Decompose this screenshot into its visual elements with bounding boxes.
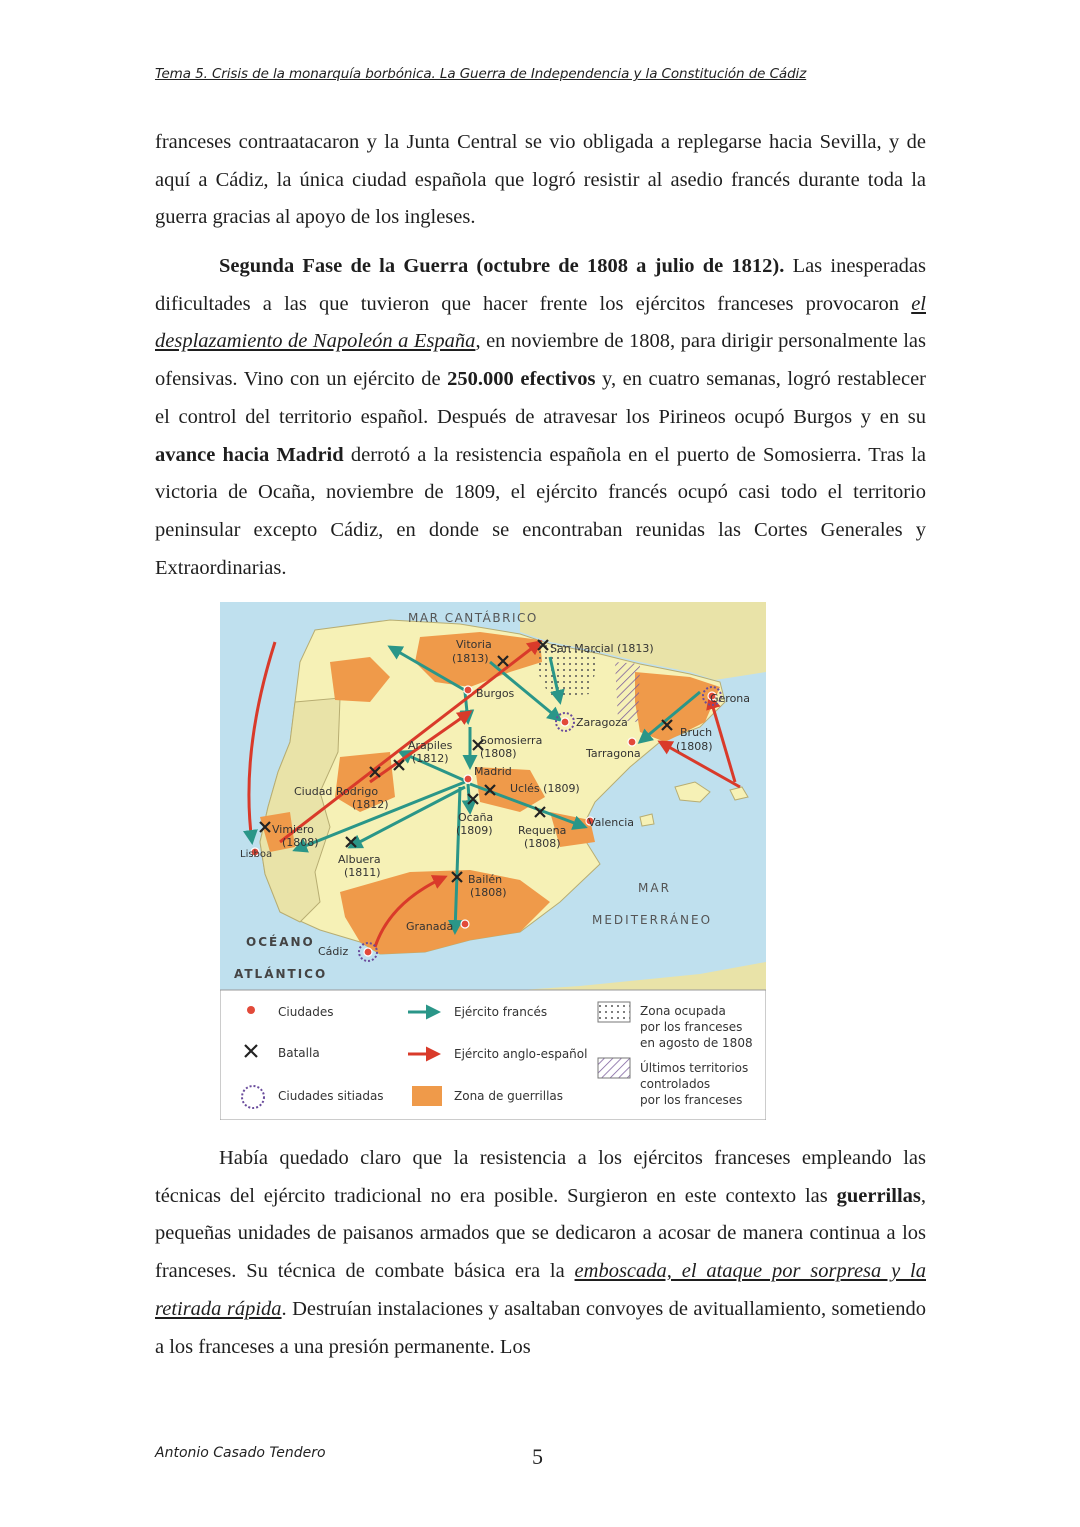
paragraph-1: franceses contraatacaron y la Junta Central se vio obligada a replegarse hacia Sevilla, y de aquí a Cádiz, la única ciudad española que logró resistir al asedio francés durante toda la guerra gracias al apoyo de los ingleses. [155,131,926,229]
label-ocana-year: (1809) [456,824,493,837]
label-vitoria-year: (1813) [452,652,489,665]
map-legend [220,990,766,1120]
legend-besieged: Ciudades sitiadas [278,1089,384,1103]
legend-last-1: Últimos territorios [640,1061,749,1075]
paragraph-guerrillas: Había quedado claro que la resistencia a los ejércitos franceses empleando las técnicas del ejército tradicional no era posible. Surgieron en este contexto las guerrillas, pequeñas unidades de paisanos armados que se dedicaron a acosar de manera continua a los franceses. Su técnica de combate básica era la emboscada, el ataque por sorpresa y la retirada rápida. Destruían instalaciones y asaltaban convoyes de avituallamiento, sometiendo a los franceses a una presión permanente. Los [155,1147,926,1358]
legend-last-territories-icon [598,1058,630,1078]
label-mar-cantabrico: MAR CANTÁBRICO [408,611,538,625]
label-albuera: Albuera [338,853,381,866]
bold-avance: avance hacia Madrid [155,443,344,466]
label-arapiles-year: (1812) [412,752,449,765]
label-arapiles: Arapiles [408,739,453,752]
paragraph-continuation [155,124,926,237]
label-bruch-year: (1808) [676,740,713,753]
label-granada: Granada [406,920,454,933]
underlined-tactics: emboscada, el ataque por sorpresa y la retirada rápida [155,1260,926,1320]
label-ucles: Uclés (1809) [510,782,580,795]
war-map-figure [220,602,766,1120]
legend-guerrilla-icon [412,1086,442,1106]
label-mar: MAR [638,881,671,895]
paragraph-second-phase: Segunda Fase de la Guerra (octubre de 1808 a julio de 1812). Las inesperadas dificultades a las que tuvieron que hacer frente los ejércitos franceses provocaron el desplazamiento de Napoleón a España, en noviembre de 1808, para dirigir personalmente las ofensivas. Vino con un ejército de 250.000 efectivos y, en cuatro semanas, logró restablecer el control del territorio español. Después de atravesar los Pirineos ocupó Burgos y en su avance hacia Madrid derrotó a la resistencia española en el puerto de Somosierra. Tras la victoria de Ocaña, noviembre de 1809, el ejército francés ocupó casi todo el territorio peninsular excepto Cádiz, en donde se encontraban reunidas las Cortes Generales y Extraordinarias. [155,255,927,579]
label-tarragona: Tarragona [586,747,641,760]
label-cadiz: Cádiz [318,945,349,958]
label-oceano: OCÉANO [246,935,315,949]
label-somosierra: Somosierra [480,734,543,747]
label-valencia: Valencia [588,816,635,829]
label-ciudad-rodrigo: Ciudad Rodrigo [294,785,379,798]
legend-city-icon [247,1006,255,1014]
label-burgos: Burgos [476,687,515,700]
underlined-phrase: el desplazamiento de Napoleón a España [155,292,926,353]
label-ocana: Ocaña [458,811,494,824]
label-vitoria: Vitoria [456,638,492,651]
label-requena-year: (1808) [524,837,561,850]
label-bailen: Bailén [468,873,503,886]
legend-occupied-2: por los franceses [640,1020,743,1034]
label-lisboa: Lisboa [240,849,273,860]
page-number: 5 [532,1444,543,1469]
last-french-territory [615,662,640,722]
legend-guerrilla: Zona de guerrillas [454,1089,564,1103]
bold-guerrillas: guerrillas [836,1184,921,1207]
label-zaragoza: Zaragoza [576,716,628,729]
label-bailen-year: (1808) [470,886,507,899]
legend-french-army: Ejército francés [454,1005,548,1019]
label-somosierra-year: (1808) [480,747,517,760]
label-atlantico: ATLÁNTICO [234,967,328,981]
label-requena: Requena [518,824,567,837]
document-header: Tema 5. Crisis de la monarquía borbónica. La Guerra de Independencia y la Constitución de Cádiz [155,66,807,82]
label-mediterraneo: MEDITERRÁNEO [592,913,713,927]
legend-occupied-icon [598,1002,630,1022]
footer-author: Antonio Casado Tendero [155,1445,326,1461]
legend-occupied-3: en agosto de 1808 [640,1036,753,1050]
label-gerona: Gerona [710,692,751,705]
label-vimiero-year: (1808) [282,836,319,849]
section-heading: Segunda Fase de la Guerra (octubre de 1808 a julio de 1812). [219,255,785,277]
label-madrid: Madrid [474,765,512,778]
legend-cities: Ciudades [278,1005,334,1019]
legend-battle: Batalla [278,1046,320,1060]
label-san-marcial: San Marcial (1813) [550,642,654,655]
legend-last-3: por los franceses [640,1093,743,1107]
label-ciudad-rodrigo-year: (1812) [352,798,389,811]
label-vimiero: Vimiero [272,823,314,836]
legend-anglo-army: Ejército anglo-español [454,1047,588,1061]
legend-occupied-1: Zona ocupada [640,1004,726,1018]
bold-effectives: 250.000 efectivos [447,368,596,391]
label-albuera-year: (1811) [344,866,381,879]
label-bruch: Bruch [680,726,713,739]
war-map [220,602,766,1120]
legend-last-2: controlados [640,1077,711,1091]
